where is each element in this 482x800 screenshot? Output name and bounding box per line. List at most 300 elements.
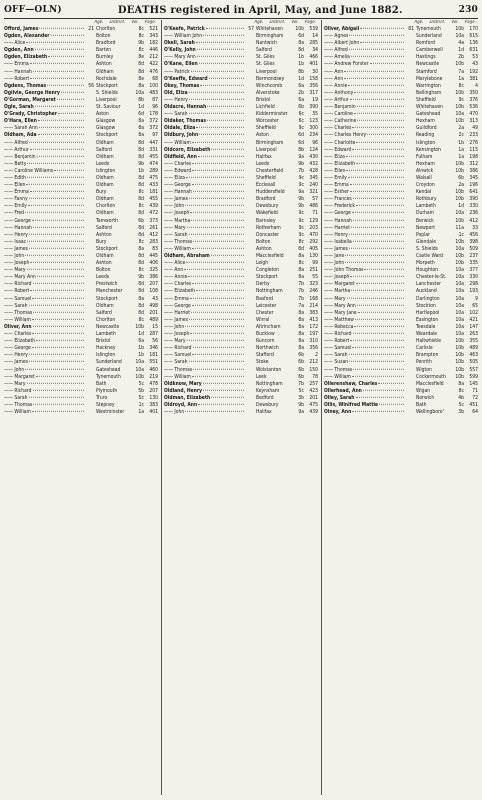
entry-district: Wellingboro' — [416, 409, 444, 416]
leader-dots — [203, 35, 244, 36]
entry-volume: 8b — [138, 96, 144, 103]
entry-name: —— John — [4, 253, 25, 259]
entry-district: Bedford — [256, 394, 274, 401]
death-entry — [4, 61, 158, 68]
leader-dots — [184, 269, 244, 270]
entry-district: Newcastle — [96, 323, 120, 330]
entry-volume: 8a — [298, 274, 304, 281]
entry-name: —— William — [164, 139, 191, 146]
entry-district: Northwich — [256, 345, 279, 352]
entry-page: 383 — [149, 401, 158, 408]
entry-page: 19 — [312, 96, 318, 103]
leader-dots — [29, 361, 84, 362]
entry-volume: 8c — [138, 26, 144, 32]
leader-dots — [33, 226, 84, 227]
death-entry — [324, 381, 478, 388]
entry-volume: 10b — [135, 373, 144, 380]
entry-district: Stockport — [96, 82, 118, 89]
entry-name: —— Robert — [324, 338, 350, 345]
leader-dots — [51, 35, 85, 36]
register-column-2 — [161, 20, 318, 795]
entry-volume: 10a — [455, 267, 464, 274]
leader-dots — [58, 113, 84, 114]
entry-list — [324, 26, 478, 416]
entry-name: —— Eliza — [164, 174, 185, 181]
leader-dots — [354, 92, 404, 93]
entry-page: 124 — [309, 146, 318, 153]
entry-volume: 6d — [138, 111, 144, 118]
death-entry — [4, 303, 158, 310]
entry-volume: 10a — [135, 359, 144, 366]
leader-dots — [356, 397, 404, 398]
leader-dots — [33, 70, 84, 71]
entry-page: 470 — [309, 231, 318, 238]
death-entry — [4, 125, 158, 132]
entry-district: Penrith — [416, 359, 432, 366]
entry-name: —— Mary Ann — [324, 302, 356, 309]
entry-name: —— Edward — [164, 167, 192, 174]
entry-district: Bolton — [256, 238, 271, 245]
entry-page: 498 — [149, 302, 158, 309]
entry-name: Ollis, Winifred Mattie — [324, 401, 379, 408]
entry-district: Leeds — [96, 274, 110, 281]
page-header — [4, 3, 478, 17]
death-entry — [324, 310, 478, 317]
page-title: DEATHS registered in April, May, and June 1882. — [117, 4, 403, 16]
entry-volume: 10b — [455, 345, 464, 352]
entry-name: —— Joseph — [4, 260, 30, 267]
entry-district: Lichfield — [256, 104, 275, 111]
entry-volume: 4b — [458, 394, 464, 401]
leader-dots — [198, 404, 244, 405]
leader-dots — [188, 276, 244, 277]
entry-district: St. Giles — [256, 54, 275, 61]
entry-district: Bolton — [96, 267, 111, 274]
entry-district: Sunderland — [416, 33, 442, 40]
entry-name: —— Benjamin — [4, 153, 36, 160]
entry-page: 261 — [149, 224, 158, 231]
leader-dots — [211, 255, 244, 256]
entry-volume: 10b — [455, 118, 464, 125]
entry-district: Teesdale — [416, 323, 436, 330]
entry-page: 99 — [312, 260, 318, 267]
entry-volume: 8a — [138, 82, 144, 89]
entry-page: 170 — [469, 26, 478, 32]
entry-volume: 1c — [458, 231, 464, 238]
leader-dots — [197, 56, 244, 57]
entry-page: 181 — [149, 352, 158, 359]
entry-district: Gateshead — [416, 111, 441, 118]
leader-dots — [192, 163, 244, 164]
entry-volume: 8c — [458, 82, 464, 89]
entry-volume: 10b — [455, 253, 464, 259]
entry-volume: 6c — [298, 111, 304, 118]
entry-district: St. Giles — [256, 61, 275, 68]
entry-name: —— John — [324, 260, 345, 267]
death-entry — [4, 381, 158, 388]
leader-dots — [32, 297, 84, 298]
entry-name: Ogden, Ann — [4, 47, 34, 54]
entry-volume: 8d — [298, 245, 304, 252]
entry-page: 237 — [469, 253, 478, 259]
entry-district: Hexham — [416, 118, 435, 125]
entry-district: Leek — [256, 373, 267, 380]
entry-volume: 9c — [298, 125, 304, 132]
entry-volume: 9c — [298, 210, 304, 217]
leader-dots — [346, 155, 404, 156]
death-entry — [164, 239, 318, 246]
death-entry — [164, 288, 318, 295]
death-entry — [164, 210, 318, 217]
leader-dots — [350, 276, 404, 277]
entry-page: 43 — [152, 295, 158, 302]
leader-dots — [193, 368, 244, 369]
leader-dots — [352, 127, 404, 128]
column-heading-vol: Vol. — [451, 20, 459, 25]
entry-volume: 8d — [138, 196, 144, 203]
entry-district: Sunderland — [96, 359, 122, 366]
entry-district: Salford — [96, 309, 112, 316]
death-entry — [4, 317, 158, 324]
entry-name: —— Ellen — [324, 167, 346, 174]
leader-dots — [344, 77, 404, 78]
entry-volume: 8c — [138, 238, 144, 245]
entry-name: —— Mary — [324, 295, 346, 302]
entry-page: 30 — [312, 68, 318, 75]
entry-page: 323 — [309, 281, 318, 288]
entry-volume: 10a — [455, 302, 464, 309]
entry-district: Rothbury — [416, 196, 437, 203]
death-entry — [324, 253, 478, 260]
death-entry — [324, 118, 478, 125]
entry-page: 72 — [472, 394, 478, 401]
death-entry — [164, 111, 318, 118]
leader-dots — [209, 77, 244, 78]
entry-volume: 1b — [138, 345, 144, 352]
entry-volume: 7a — [298, 302, 304, 309]
entry-page: 345 — [309, 174, 318, 181]
leader-dots — [26, 184, 84, 185]
entry-page: 377 — [469, 267, 478, 274]
entry-volume: 8c — [138, 203, 144, 210]
entry-district: Barton — [96, 47, 112, 54]
entry-district: Houghton — [416, 267, 439, 274]
entry-volume: 10a — [455, 210, 464, 217]
entry-volume: 1b — [138, 167, 144, 174]
entry-page: 300 — [309, 125, 318, 132]
entry-district: Stoke — [256, 359, 269, 366]
entry-volume: 1a — [458, 153, 464, 160]
entry-name: —— John — [164, 323, 185, 330]
entry-volume: 2b — [298, 89, 304, 96]
leader-dots — [367, 134, 404, 135]
entry-page: 470 — [469, 111, 478, 118]
entry-volume: 9b — [298, 160, 304, 167]
entry-page: 196 — [469, 182, 478, 189]
entry-name: Ollerhead, Ann — [324, 387, 362, 394]
entry-page: 192 — [469, 68, 478, 75]
entry-page: 193 — [469, 288, 478, 295]
entry-district: Glendale — [416, 238, 436, 245]
entry-page: 401 — [309, 61, 318, 68]
entry-name: —— George — [4, 345, 31, 352]
register-columns — [4, 20, 478, 795]
entry-volume: 8a — [298, 40, 304, 47]
death-entry — [324, 196, 478, 203]
death-entry — [164, 47, 318, 54]
entry-name: Oldland, Henry — [164, 387, 203, 394]
entry-name: —— Jane — [324, 253, 345, 259]
leader-dots — [26, 42, 84, 43]
entry-district: Oldham — [96, 182, 114, 189]
entry-volume: 8c — [138, 189, 144, 196]
entry-page: 234 — [309, 132, 318, 139]
death-entry — [164, 232, 318, 239]
leader-dots — [189, 319, 244, 320]
entry-volume: 10b — [455, 89, 464, 96]
entry-page: 421 — [469, 316, 478, 323]
entry-name: Olney, Ann — [324, 409, 352, 416]
entry-district: Glasgow — [96, 125, 116, 132]
entry-name: —— Thomas — [164, 238, 193, 245]
entry-district: Sheffield — [256, 174, 276, 181]
entry-district: Lambeth — [416, 203, 436, 210]
death-entry — [324, 140, 478, 147]
death-entry — [324, 54, 478, 61]
entry-name: —— George — [164, 182, 191, 189]
entry-page: 147 — [469, 323, 478, 330]
entry-name: —— Caroline Williams — [4, 167, 54, 174]
entry-name: —— Patrick — [164, 68, 190, 75]
entry-page: 289 — [149, 167, 158, 174]
entry-volume: 8d — [138, 61, 144, 68]
entry-volume: 8a — [138, 295, 144, 302]
entry-name: —— George — [164, 302, 191, 309]
entry-name: —— Margaret — [324, 281, 355, 288]
leader-dots — [57, 99, 84, 100]
leader-dots — [36, 375, 84, 376]
death-entry — [4, 267, 158, 274]
leader-dots — [353, 368, 404, 369]
entry-page: 346 — [149, 345, 158, 352]
entry-page: 539 — [309, 26, 318, 32]
entry-page: 509 — [469, 245, 478, 252]
entry-page: 246 — [309, 288, 318, 295]
column-heading-page: Page. — [464, 20, 476, 25]
leader-dots — [38, 120, 84, 121]
entry-page: 330 — [469, 274, 478, 281]
entry-name: —— Harriet — [164, 309, 190, 316]
entry-name: —— Fanny — [4, 196, 28, 203]
entry-name: —— Mary — [164, 338, 186, 345]
leader-dots — [29, 354, 84, 355]
death-entry — [164, 388, 318, 395]
entry-page: 345 — [469, 174, 478, 181]
death-entry — [4, 239, 158, 246]
entry-district: Liverpool — [256, 68, 277, 75]
death-entry — [4, 168, 158, 175]
death-entry — [164, 147, 318, 154]
entry-volume: 8a — [458, 380, 464, 387]
entry-page: 483 — [149, 89, 158, 96]
entry-district: Easington — [416, 316, 439, 323]
register-page — [4, 3, 478, 797]
death-entry — [324, 33, 478, 40]
entry-volume: 2a — [458, 125, 464, 132]
leader-dots — [189, 92, 244, 93]
entry-name: —— Joseph — [164, 331, 190, 338]
death-entry — [164, 317, 318, 324]
entry-name: —— John Thomas — [324, 267, 364, 274]
entry-name: —— Annie — [164, 274, 188, 281]
entry-page: 599 — [469, 373, 478, 380]
leader-dots — [29, 397, 85, 398]
death-entry — [324, 239, 478, 246]
leader-dots — [354, 113, 404, 114]
leader-dots — [357, 120, 404, 121]
entry-page: 130 — [309, 253, 318, 259]
entry-page: 446 — [149, 47, 158, 54]
leader-dots — [203, 390, 244, 391]
entry-page: 330 — [469, 203, 478, 210]
leader-dots — [378, 382, 404, 383]
entry-district: Auckland — [416, 288, 437, 295]
death-entry — [324, 352, 478, 359]
entry-volume: 7b — [298, 380, 304, 387]
death-entry — [4, 40, 158, 47]
entry-page: 87 — [152, 96, 158, 103]
column-heading-vol: Vol. — [291, 20, 299, 25]
entry-volume: 8c — [138, 267, 144, 274]
death-entry — [324, 47, 478, 54]
entry-page: 475 — [149, 174, 158, 181]
leader-dots — [48, 56, 84, 57]
entry-volume: 6b — [298, 373, 304, 380]
entry-page: 201 — [309, 394, 318, 401]
entry-volume: 9c — [298, 182, 304, 189]
entry-name: O'Kane, Ellen — [164, 61, 198, 68]
leader-dots — [29, 141, 84, 142]
entry-volume: 10b — [455, 26, 464, 32]
entry-name: —— Andrew Forster — [324, 61, 369, 68]
entry-page: 108 — [149, 288, 158, 295]
entry-district: Westminster — [96, 409, 125, 416]
death-entry — [164, 33, 318, 40]
entry-district: Burnley — [96, 54, 114, 61]
entry-district: Liverpool — [96, 96, 117, 103]
entry-name: —— Martha — [324, 288, 351, 295]
entry-name: —— Alfred — [324, 47, 348, 54]
entry-name: —— John — [164, 409, 185, 416]
entry-name: —— Mary — [4, 380, 26, 387]
death-entry — [4, 189, 158, 196]
leader-dots — [353, 333, 405, 334]
entry-page: 9 — [475, 295, 478, 302]
entry-name: —— William — [164, 245, 191, 252]
death-entry — [164, 225, 318, 232]
leader-dots — [185, 326, 244, 327]
entry-volume: 10a — [455, 274, 464, 281]
death-entry — [164, 274, 318, 281]
leader-dots — [363, 390, 404, 391]
entry-name: —— William — [324, 373, 351, 380]
entry-name: —— Mary — [164, 224, 186, 231]
death-entry — [324, 83, 478, 90]
death-entry — [164, 26, 318, 33]
entry-name: —— Isabella — [324, 238, 352, 245]
entry-volume: 8b — [298, 146, 304, 153]
death-entry — [4, 47, 158, 54]
death-entry — [164, 324, 318, 331]
entry-name: —— Ann — [324, 68, 344, 75]
entry-name: O'Grady, Christopher — [4, 111, 58, 118]
death-entry — [164, 140, 318, 147]
death-entry — [4, 175, 158, 182]
entry-name: Okey, Thomas — [164, 82, 200, 89]
entry-name: —— John — [4, 366, 25, 373]
leader-dots — [189, 234, 245, 235]
entry-page: 35 — [312, 111, 318, 118]
entry-page: 472 — [149, 210, 158, 217]
entry-name: Oldham, Ada — [4, 132, 37, 139]
leader-dots — [348, 85, 404, 86]
entry-name: —— Emma — [164, 295, 189, 302]
death-entry — [4, 196, 158, 203]
entry-district: Chesterfield — [256, 167, 284, 174]
entry-name: —— Joseph — [324, 274, 350, 281]
entry-volume: 10a — [455, 33, 464, 40]
entry-name: Old, Eliza — [164, 89, 188, 96]
entry-page: 557 — [469, 366, 478, 373]
leader-dots — [30, 290, 84, 291]
entry-volume: 10b — [455, 217, 464, 224]
leader-dots — [185, 411, 244, 412]
entry-name: —— Samuel — [324, 345, 352, 352]
death-entry — [164, 182, 318, 189]
entry-page: 214 — [309, 302, 318, 309]
leader-dots — [352, 375, 404, 376]
entry-district: Marylebone — [416, 75, 443, 82]
entry-volume: 1d — [458, 203, 464, 210]
leader-dots — [199, 63, 244, 64]
entry-page: 203 — [309, 224, 318, 231]
leader-dots — [357, 106, 404, 107]
leader-dots — [191, 219, 244, 220]
leader-dots — [351, 290, 404, 291]
entry-name: —— Isaac — [4, 238, 27, 245]
entry-district: Chester-le-St. — [416, 274, 447, 281]
entry-district: Leigh — [256, 260, 269, 267]
entry-page: 476 — [149, 68, 158, 75]
entry-name: —— Henry — [4, 352, 28, 359]
entry-volume: 1b — [298, 54, 304, 61]
entry-name: —— Amelia — [324, 54, 350, 61]
entry-district: Tynemouth — [96, 373, 121, 380]
entry-name: —— Henry — [4, 231, 28, 238]
entry-district: Halifax — [256, 409, 272, 416]
entry-district: Islington — [416, 139, 436, 146]
leader-dots — [349, 248, 404, 249]
death-entry — [164, 83, 318, 90]
leader-dots — [192, 283, 244, 284]
death-entry — [324, 345, 478, 352]
entry-page: 68 — [152, 75, 158, 82]
entry-name: —— Henry — [164, 96, 188, 103]
entry-page: 466 — [309, 54, 318, 61]
death-entry — [4, 210, 158, 217]
death-entry — [164, 175, 318, 182]
entry-page: 439 — [149, 203, 158, 210]
